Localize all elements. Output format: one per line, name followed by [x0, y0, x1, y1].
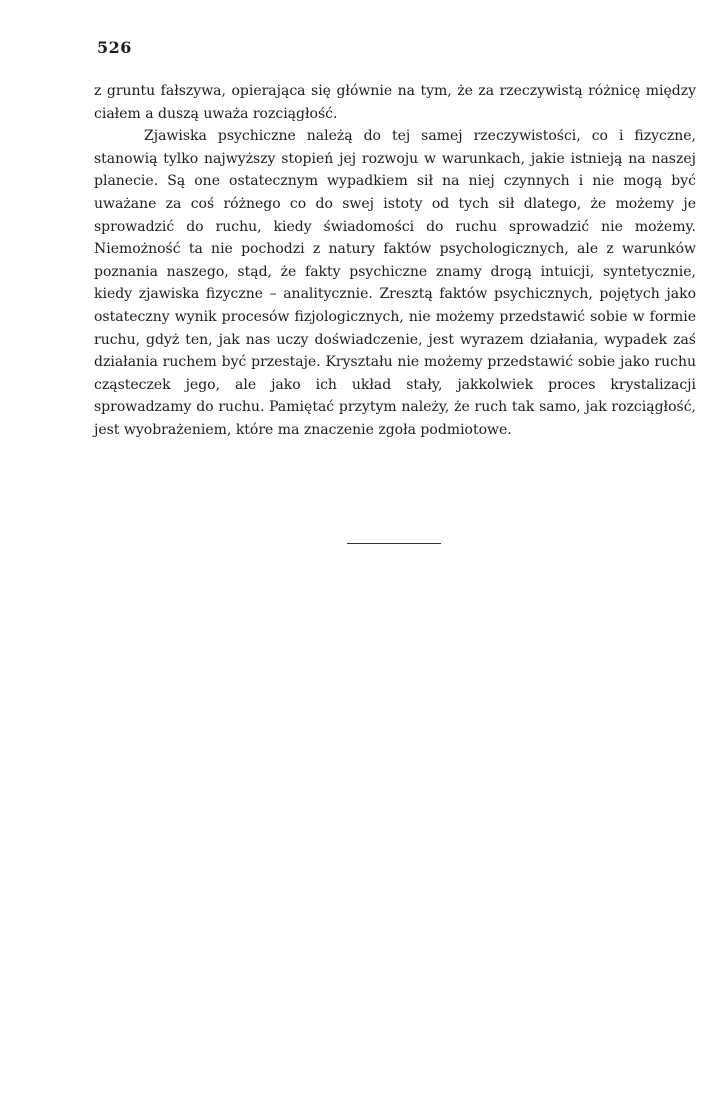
page-number: 526 [97, 38, 132, 57]
paragraph-continuation: z gruntu fałszywa, opierająca się głównie na tym, że za rzeczywistą różnicę między ciałem a duszą uważa rozciągłość. [94, 83, 696, 122]
paragraph: Zjawiska psychiczne należą do tej samej rzeczywistości, co i fizyczne, stanowią tylko najwyższy stopień jej rozwoju w warunkach, jakie istnieją na naszej planecie. Są one ostatecznym wypadkiem sił na niej czynnych i nie mogą być uważane za coś różnego co do swej istoty od tych sił dlatego, że możemy je sprowadzić do ruchu, kiedy świadomości do ruchu sprowadzić nie możemy. Niemożność ta nie pochodzi z natury faktów psychologicznych, ale z warunków poznania naszego, stąd, że fakty psychiczne znamy drogą intuicji, syntetycznie, kiedy zjawiska fizyczne – analitycznie. Zresztą faktów psychicznych, pojętych jako ostateczny wynik procesów fizjologicznych, nie możemy przedstawić sobie w formie ruchu, gdyż ten, jak nas uczy doświadczenie, jest wyrazem działania, wypadek zaś działania ruchem być przestaje. Kryształu nie możemy przedstawić sobie jako ruchu cząsteczek jego, ale jako ich układ stały, jakkolwiek proces krystalizacji sprowadzamy do ruchu. Pamiętać przytym należy, że ruch tak samo, jak rozciągłość, jest wyobrażeniem, które ma znaczenie zgoła podmiotowe. [94, 128, 696, 438]
body-text [94, 80, 696, 442]
section-divider [347, 543, 441, 544]
